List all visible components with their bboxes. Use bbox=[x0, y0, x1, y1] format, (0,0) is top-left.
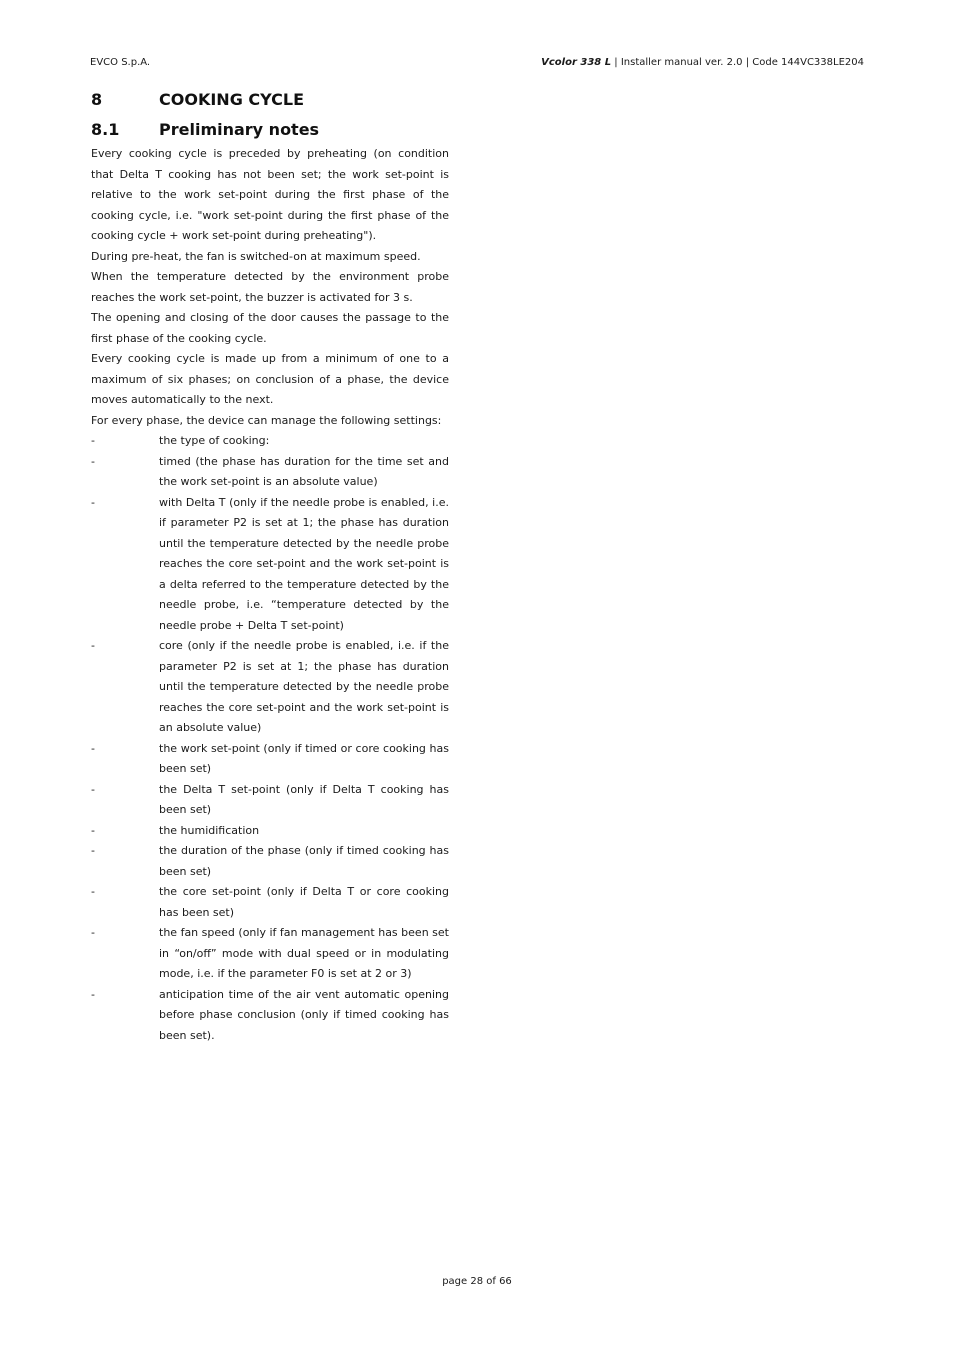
subsection-title: Preliminary notes bbox=[159, 120, 320, 139]
paragraph: The opening and closing of the door causes the passage to the first phase of the cooking cycle. bbox=[91, 311, 449, 345]
list-item-text: the fan speed (only if fan management has been set in “on/off” mode with dual speed or in modulating mode, i.e. if the parameter F0 is set at 2 or 3) bbox=[159, 926, 449, 980]
paragraph: When the temperature detected by the environment probe reaches the work set-point, the buzzer is activated for 3 s. bbox=[91, 270, 449, 304]
list-item-text: the type of cooking: bbox=[159, 434, 270, 447]
list-item bbox=[91, 923, 449, 985]
bullet-dash: - bbox=[91, 741, 95, 755]
settings-list bbox=[91, 431, 449, 1046]
list-item bbox=[91, 739, 449, 780]
section-title: COOKING CYCLE bbox=[159, 90, 305, 109]
list-item bbox=[91, 780, 449, 821]
list-item bbox=[91, 985, 449, 1047]
paragraph: For every phase, the device can manage the following settings: bbox=[91, 413, 442, 427]
list-item-text: the work set-point (only if timed or core cooking has been set) bbox=[159, 741, 449, 775]
section-heading bbox=[91, 88, 449, 112]
list-item-text: timed (the phase has duration for the time set and the work set-point is an absolute value) bbox=[159, 454, 449, 488]
bullet-dash: - bbox=[91, 434, 95, 447]
list-item bbox=[91, 821, 449, 842]
list-item-text: core (only if the needle probe is enabled, i.e. if the parameter P2 is set at 1; the phase has duration until the temperature detected by the needle probe reaches the core set-point and the work set-point is an absolute value) bbox=[159, 639, 449, 734]
page-content bbox=[91, 88, 449, 1046]
list-item bbox=[91, 882, 449, 923]
list-item bbox=[91, 431, 449, 452]
list-item bbox=[91, 841, 449, 882]
subsection-heading bbox=[91, 118, 449, 142]
bullet-dash: - bbox=[91, 454, 95, 468]
bullet-dash: - bbox=[91, 495, 95, 509]
header-company: EVCO S.p.A. bbox=[90, 57, 151, 68]
bullet-dash: - bbox=[91, 782, 95, 796]
paragraph: Every cooking cycle is made up from a minimum of one to a maximum of six phases; on conclusion of a phase, the device moves automatically to the next. bbox=[91, 352, 449, 406]
bullet-dash: - bbox=[91, 639, 95, 652]
header-manual-details: | Installer manual ver. 2.0 | Code 144VC338LE204 bbox=[611, 57, 864, 68]
list-item-text: the Delta T set-point (only if Delta T cooking has been set) bbox=[159, 782, 449, 816]
list-item-text: with Delta T (only if the needle probe is enabled, i.e. if parameter P2 is set at 1; the phase has duration until the temperature detected by the needle probe reaches the core set-point and the work set-point is a delta referred to the temperature detected by the needle probe, i.e. “temperature detected by the needle probe + Delta T set-point) bbox=[159, 495, 449, 632]
list-item-text: anticipation time of the air vent automatic opening before phase conclusion (only if timed cooking has been set). bbox=[159, 987, 449, 1042]
header-product-name: Vcolor 338 L bbox=[541, 57, 612, 68]
list-item-text: the humidification bbox=[159, 823, 260, 837]
header-document-info bbox=[541, 56, 864, 70]
bullet-dash: - bbox=[91, 926, 95, 939]
section-number: 8 bbox=[91, 90, 103, 109]
subsection-number: 8.1 bbox=[91, 120, 120, 139]
list-item bbox=[91, 452, 449, 493]
paragraph: Every cooking cycle is preceded by preheating (on condition that Delta T cooking has not been set; the work set-point is relative to the work set-point during the first phase of the cooking cycle, i.e. "work set-point during the first phase of the cooking cycle + work set-point during preheating"). bbox=[91, 147, 449, 242]
bullet-dash: - bbox=[91, 823, 95, 837]
bullet-dash: - bbox=[91, 987, 95, 1001]
paragraph: During pre-heat, the fan is switched-on at maximum speed. bbox=[91, 249, 421, 263]
list-item bbox=[91, 493, 449, 637]
page-number: page 28 of 66 bbox=[442, 1276, 512, 1287]
bullet-dash: - bbox=[91, 844, 95, 857]
list-item-text: the duration of the phase (only if timed cooking has been set) bbox=[159, 844, 449, 878]
list-item bbox=[91, 636, 449, 739]
bullet-dash: - bbox=[91, 885, 95, 898]
list-item-text: the core set-point (only if Delta T or core cooking has been set) bbox=[159, 885, 449, 919]
